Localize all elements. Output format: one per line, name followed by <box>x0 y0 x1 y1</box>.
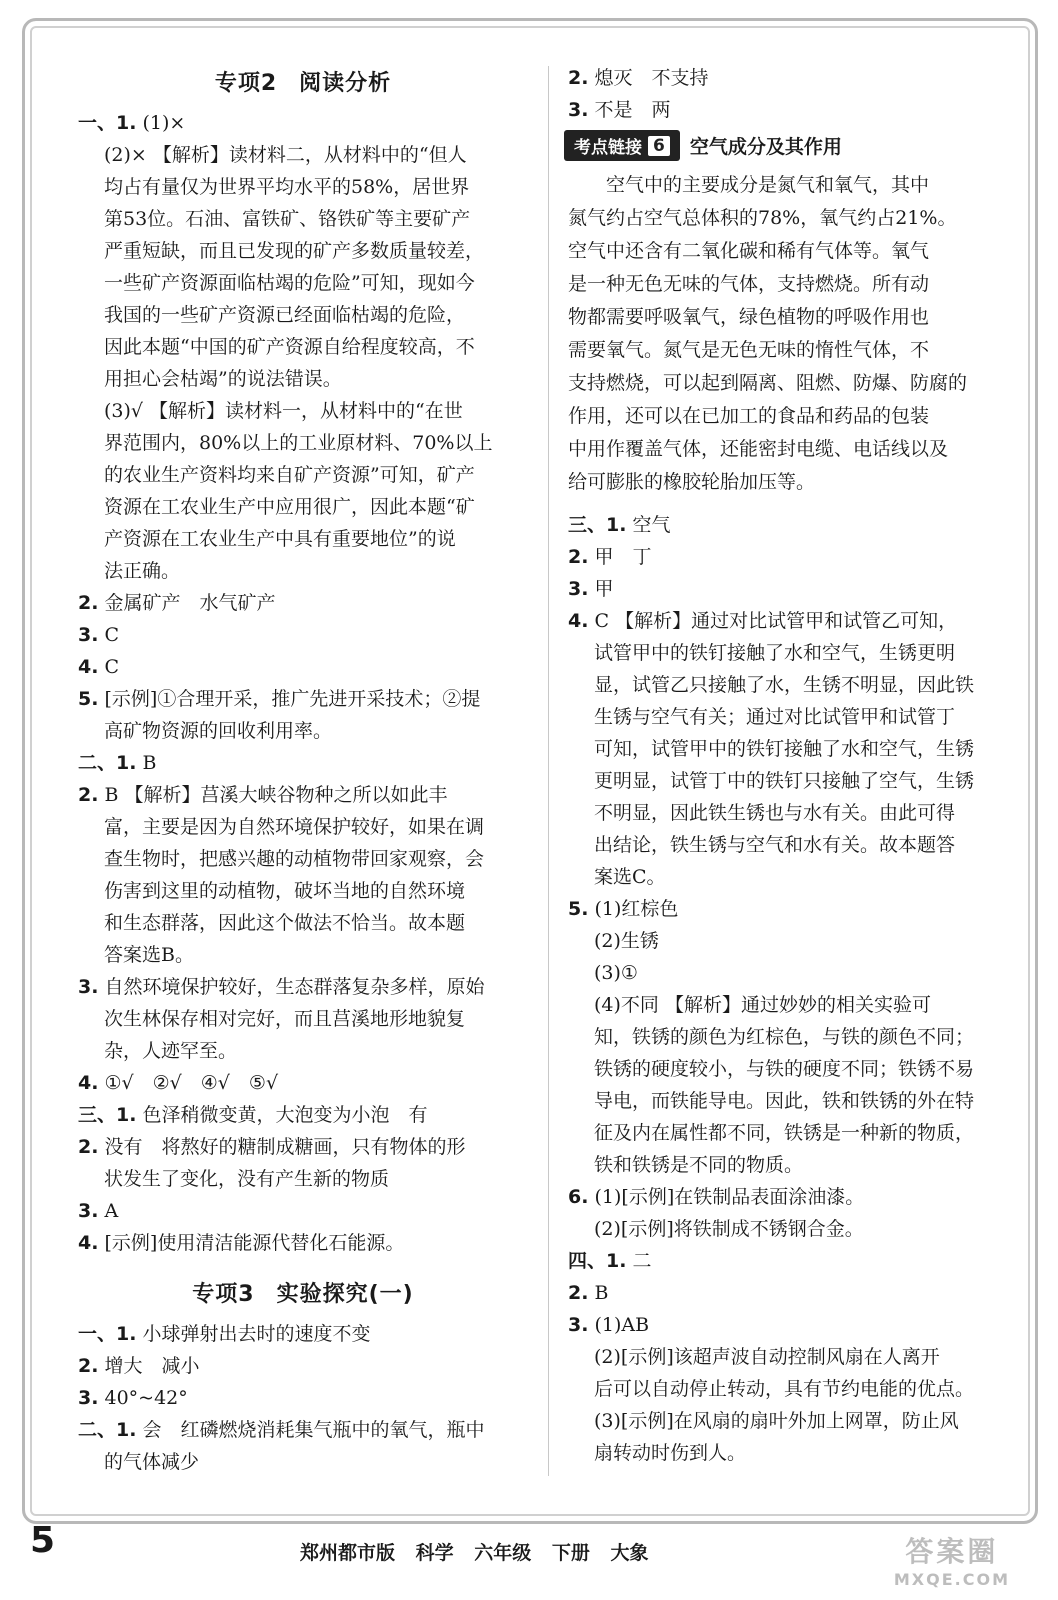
answer-line <box>78 1163 528 1195</box>
badge-label: 考点链接 <box>574 138 642 158</box>
answer-text: 富，主要是因为自然环境保护较好，如果在调 <box>104 816 485 838</box>
answer-text: 二 <box>626 1250 652 1272</box>
page-footer <box>30 1520 1030 1589</box>
section-name: 阅读分析 <box>299 71 392 96</box>
answer-text: 产资源在工农业生产中具有重要地位”的说 <box>104 528 456 550</box>
answer-text: 色泽稍微变黄，大泡变为小泡 有 <box>136 1104 428 1126</box>
answer-text: 可知，试管甲中的铁钉接触了水和空气，生锈 <box>594 738 975 760</box>
paragraph-line: 作用，还可以在已加工的食品和药品的包装 <box>568 405 930 427</box>
answer-line <box>568 1341 1008 1373</box>
answer-text: 高矿物资源的回收利用率。 <box>104 720 333 742</box>
answer-line <box>78 331 528 363</box>
knowledge-link-badge <box>564 130 680 161</box>
paragraph-line: 空气中的主要成分是氮气和氧气，其中 <box>568 174 930 196</box>
answer-text: 没有 将熬好的糖制成糖画，只有物体的形 <box>98 1136 466 1158</box>
question-number: 3. <box>78 1200 99 1222</box>
knowledge-link-title: 空气成分及其作用 <box>689 136 842 158</box>
answer-line <box>568 1149 1008 1181</box>
answer-line <box>78 491 528 523</box>
answer-line <box>568 1373 1008 1405</box>
answer-text: 状发生了变化，没有产生新的物质 <box>104 1168 390 1190</box>
answer-text: 我国的一些矿产资源已经面临枯竭的危险， <box>104 304 466 326</box>
answer-text: (1)红棕色 <box>588 898 679 920</box>
answer-text: B 【解析】莒溪大峡谷物种之所以如此丰 <box>98 784 448 806</box>
answer-line <box>568 1277 1008 1309</box>
question-number: 2. <box>78 1136 99 1158</box>
answer-text: (2)[示例]将铁制成不锈钢合金。 <box>594 1218 864 1240</box>
answer-line <box>568 94 1008 126</box>
answer-text: 法正确。 <box>104 560 181 582</box>
answer-line <box>568 637 1008 669</box>
answer-text: 界范围内，80%以上的工业原材料、70%以上 <box>104 432 493 454</box>
answer-line <box>568 829 1008 861</box>
answer-line <box>78 1446 528 1478</box>
question-number: 4. <box>78 1232 99 1254</box>
right-answers <box>568 509 1008 1469</box>
answer-line <box>568 957 1008 989</box>
answer-text: [示例]使用清洁能源代替化石能源。 <box>98 1232 405 1254</box>
answer-text: 甲 丁 <box>588 546 652 568</box>
answer-text: 严重短缺，而且已发现的矿产多数质量较差， <box>104 240 485 262</box>
question-number: 2. <box>568 1282 589 1304</box>
answer-text: [示例]①合理开采，推广先进开采技术；②提 <box>98 688 481 710</box>
answer-line <box>78 107 528 139</box>
watermark-logo <box>894 1530 1010 1589</box>
question-number: 一、1. <box>78 112 137 134</box>
right-top-answers <box>568 62 1008 126</box>
answer-line <box>568 1085 1008 1117</box>
answer-line <box>78 267 528 299</box>
answer-line <box>568 797 1008 829</box>
answer-text: 扇转动时伤到人。 <box>594 1442 747 1464</box>
answer-text: (2)× 【解析】读材料二，从材料中的“但人 <box>104 144 467 166</box>
paragraph-line: 给可膨胀的橡胶轮胎加压等。 <box>568 471 816 493</box>
answer-line <box>78 1099 528 1131</box>
answer-line <box>78 683 528 715</box>
knowledge-link-header <box>564 130 1008 161</box>
answer-text: 导电，而铁能导电。因此，铁和铁锈的外在特 <box>594 1090 975 1112</box>
answer-line <box>78 299 528 331</box>
answer-text: 用担心会枯竭”的说法错误。 <box>104 368 342 390</box>
answer-text: 不明显，因此铁生锈也与水有关。由此可得 <box>594 802 956 824</box>
answer-line <box>78 1227 528 1259</box>
answer-line <box>78 843 528 875</box>
answer-line <box>568 1213 1008 1245</box>
answer-text: C <box>98 656 120 678</box>
answer-text: 熄灭 不支持 <box>588 67 709 89</box>
badge-number: 6 <box>648 136 670 156</box>
answer-line <box>568 1053 1008 1085</box>
answer-line <box>568 701 1008 733</box>
answer-line <box>78 555 528 587</box>
right-column <box>568 62 1008 1469</box>
answer-line <box>78 139 528 171</box>
answer-line <box>78 715 528 747</box>
section-2-answers <box>78 107 528 1259</box>
answer-line <box>568 925 1008 957</box>
answer-line <box>78 619 528 651</box>
answer-text: 答案选B。 <box>104 944 194 966</box>
section-3-answers <box>78 1318 528 1478</box>
question-number: 三、1. <box>78 1104 137 1126</box>
column-divider <box>548 66 549 1476</box>
answer-text: (2)[示例]该超声波自动控制风扇在人离开 <box>594 1346 940 1368</box>
answer-text: (4)不同 【解析】通过妙妙的相关实验可 <box>594 994 931 1016</box>
answer-text: 小球弹射出去时的速度不变 <box>136 1323 371 1345</box>
answer-line <box>78 1035 528 1067</box>
answer-text: 后可以自动停止转动，具有节约电能的优点。 <box>594 1378 975 1400</box>
answer-line <box>78 1382 528 1414</box>
answer-line <box>78 971 528 1003</box>
answer-text: B <box>588 1282 609 1304</box>
question-number: 2. <box>568 546 589 568</box>
answer-line <box>78 939 528 971</box>
answer-line <box>78 779 528 811</box>
footer-text: 郑州都市版 科学 六年级 下册 大象 <box>300 1542 649 1564</box>
question-number: 二、1. <box>78 752 137 774</box>
answer-text: 会 红磷燃烧消耗集气瓶中的氧气，瓶中 <box>136 1419 485 1441</box>
answer-line <box>78 523 528 555</box>
answer-line <box>568 733 1008 765</box>
question-number: 一、1. <box>78 1323 137 1345</box>
question-number: 4. <box>78 656 99 678</box>
answer-text: 空气 <box>626 514 671 536</box>
question-number: 二、1. <box>78 1419 137 1441</box>
answer-line <box>78 1414 528 1446</box>
left-column <box>78 60 528 1478</box>
question-number: 3. <box>568 578 589 600</box>
answer-text: 知，铁锈的颜色为红棕色，与铁的颜色不同； <box>594 1026 975 1048</box>
answer-text: A <box>98 1200 119 1222</box>
answer-line <box>78 427 528 459</box>
answer-text: (1)AB <box>588 1314 650 1336</box>
answer-text: 显，试管乙只接触了水，生锈不明显，因此铁 <box>594 674 975 696</box>
answer-line <box>78 587 528 619</box>
answer-text: 金属矿产 水气矿产 <box>98 592 276 614</box>
answer-text: 40°~42° <box>98 1387 188 1409</box>
answer-line <box>78 171 528 203</box>
answer-line <box>78 1131 528 1163</box>
answer-text: (3)[示例]在风扇的扇叶外加上网罩，防止风 <box>594 1410 959 1432</box>
section-title-2 <box>78 66 528 97</box>
answer-line <box>78 203 528 235</box>
answer-text: 增大 减小 <box>98 1355 200 1377</box>
answer-line <box>78 1195 528 1227</box>
answer-text: C 【解析】通过对比试管甲和试管乙可知， <box>588 610 958 632</box>
question-number: 2. <box>78 592 99 614</box>
question-number: 3. <box>568 99 589 121</box>
answer-line <box>78 363 528 395</box>
question-number: 4. <box>78 1072 99 1094</box>
answer-text: (2)生锈 <box>594 930 659 952</box>
answer-line <box>78 875 528 907</box>
answer-line <box>568 1181 1008 1213</box>
answer-text: 征及内在属性都不同，铁锈是一种新的物质， <box>594 1122 975 1144</box>
answer-line <box>78 651 528 683</box>
answer-line <box>78 1067 528 1099</box>
answer-line <box>568 62 1008 94</box>
answer-line <box>568 669 1008 701</box>
answer-line <box>568 1405 1008 1437</box>
answer-text: (1)[示例]在铁制品表面涂油漆。 <box>588 1186 865 1208</box>
paragraph-line: 是一种无色无味的气体，支持燃烧。所有动 <box>568 273 930 295</box>
answer-line <box>78 811 528 843</box>
answer-text: 铁和铁锈是不同的物质。 <box>594 1154 804 1176</box>
answer-line <box>78 459 528 491</box>
paragraph-line: 中用作覆盖气体，还能密封电缆、电话线以及 <box>568 438 949 460</box>
answer-text: 案选C。 <box>594 866 666 888</box>
answer-text: ①√ ②√ ④√ ⑤√ <box>98 1072 279 1094</box>
answer-text: 一些矿产资源面临枯竭的危险”可知，现如今 <box>104 272 475 294</box>
question-number: 5. <box>568 898 589 920</box>
answer-text: 伤害到这里的动植物，破坏当地的自然环境 <box>104 880 466 902</box>
section-title-3 <box>78 1277 528 1308</box>
answer-line <box>568 541 1008 573</box>
answer-line <box>568 765 1008 797</box>
answer-line <box>568 605 1008 637</box>
answer-text: 的农业生产资料均来自矿产资源”可知，矿产 <box>104 464 475 486</box>
question-number: 5. <box>78 688 99 710</box>
answer-text: 试管甲中的铁钉接触了水和空气，生锈更明 <box>594 642 956 664</box>
answer-text: (1)× <box>136 112 186 134</box>
question-number: 四、1. <box>568 1250 627 1272</box>
question-number: 2. <box>568 67 589 89</box>
answer-text: (3)√ 【解析】读材料一，从材料中的“在世 <box>104 400 463 422</box>
answer-text: B <box>136 752 157 774</box>
answer-text: 更明显，试管丁中的铁钉只接触了空气，生锈 <box>594 770 975 792</box>
answer-line <box>568 1245 1008 1277</box>
answer-line <box>568 1309 1008 1341</box>
answer-line <box>568 573 1008 605</box>
answer-text: 因此本题“中国的矿产资源自给程度较高，不 <box>104 336 475 358</box>
answer-text: 和生态群落，因此这个做法不恰当。故本题 <box>104 912 466 934</box>
answer-text: 出结论，铁生锈与空气和水有关。故本题答 <box>594 834 956 856</box>
page-number: 5 <box>30 1520 56 1561</box>
answer-text: 生锈与空气有关；通过对比试管甲和试管丁 <box>594 706 956 728</box>
question-number: 3. <box>78 624 99 646</box>
question-number: 4. <box>568 610 589 632</box>
answer-text: 均占有量仅为世界平均水平的58%，居世界 <box>104 176 470 198</box>
question-number: 3. <box>78 976 99 998</box>
answer-text: 资源在工农业生产中应用很广，因此本题“矿 <box>104 496 475 518</box>
paragraph-line: 物都需要呼吸氧气，绿色植物的呼吸作用也 <box>568 306 930 328</box>
answer-line <box>78 1350 528 1382</box>
watermark-title: 答案圈 <box>905 1535 999 1568</box>
answer-text: (3)① <box>594 962 638 984</box>
question-number: 3. <box>78 1387 99 1409</box>
answer-line <box>568 1021 1008 1053</box>
answer-line <box>78 395 528 427</box>
answer-text: 不是 两 <box>588 99 671 121</box>
answer-line <box>78 1318 528 1350</box>
answer-text: 自然环境保护较好，生态群落复杂多样，原始 <box>98 976 485 998</box>
watermark-url: MXQE.COM <box>893 1570 1010 1589</box>
question-number: 3. <box>568 1314 589 1336</box>
answer-line <box>568 1117 1008 1149</box>
knowledge-link-paragraph <box>568 169 1008 499</box>
question-number: 三、1. <box>568 514 627 536</box>
answer-line <box>568 893 1008 925</box>
answer-text: 第53位。石油、富铁矿、铬铁矿等主要矿产 <box>104 208 471 230</box>
answer-text: 查生物时，把感兴趣的动植物带回家观察，会 <box>104 848 485 870</box>
answer-text: 的气体减少 <box>104 1451 200 1473</box>
answer-line <box>78 235 528 267</box>
answer-line <box>78 907 528 939</box>
question-number: 6. <box>568 1186 589 1208</box>
section-name: 实验探究(一) <box>276 1282 414 1307</box>
answer-line <box>568 989 1008 1021</box>
answer-text: C <box>98 624 120 646</box>
question-number: 2. <box>78 1355 99 1377</box>
paragraph-line: 氮气约占空气总体积的78%，氧气约占21%。 <box>568 207 957 229</box>
section-number: 专项2 <box>214 71 278 96</box>
paragraph-line: 需要氧气。氮气是无色无味的惰性气体，不 <box>568 339 930 361</box>
answer-text: 次生林保存相对完好，而且莒溪地形地貌复 <box>104 1008 466 1030</box>
section-number: 专项3 <box>192 1282 255 1307</box>
answer-text: 杂，人迹罕至。 <box>104 1040 238 1062</box>
answer-text: 铁锈的硬度较小，与铁的硬度不同；铁锈不易 <box>594 1058 975 1080</box>
paragraph-line: 空气中还含有二氧化碳和稀有气体等。氧气 <box>568 240 930 262</box>
answer-line <box>78 1003 528 1035</box>
answer-line <box>568 1437 1008 1469</box>
paragraph-line: 支持燃烧，可以起到隔离、阻燃、防爆、防腐的 <box>568 372 968 394</box>
answer-line <box>568 509 1008 541</box>
answer-text: 甲 <box>588 578 614 600</box>
answer-line <box>568 861 1008 893</box>
question-number: 2. <box>78 784 99 806</box>
answer-line <box>78 747 528 779</box>
